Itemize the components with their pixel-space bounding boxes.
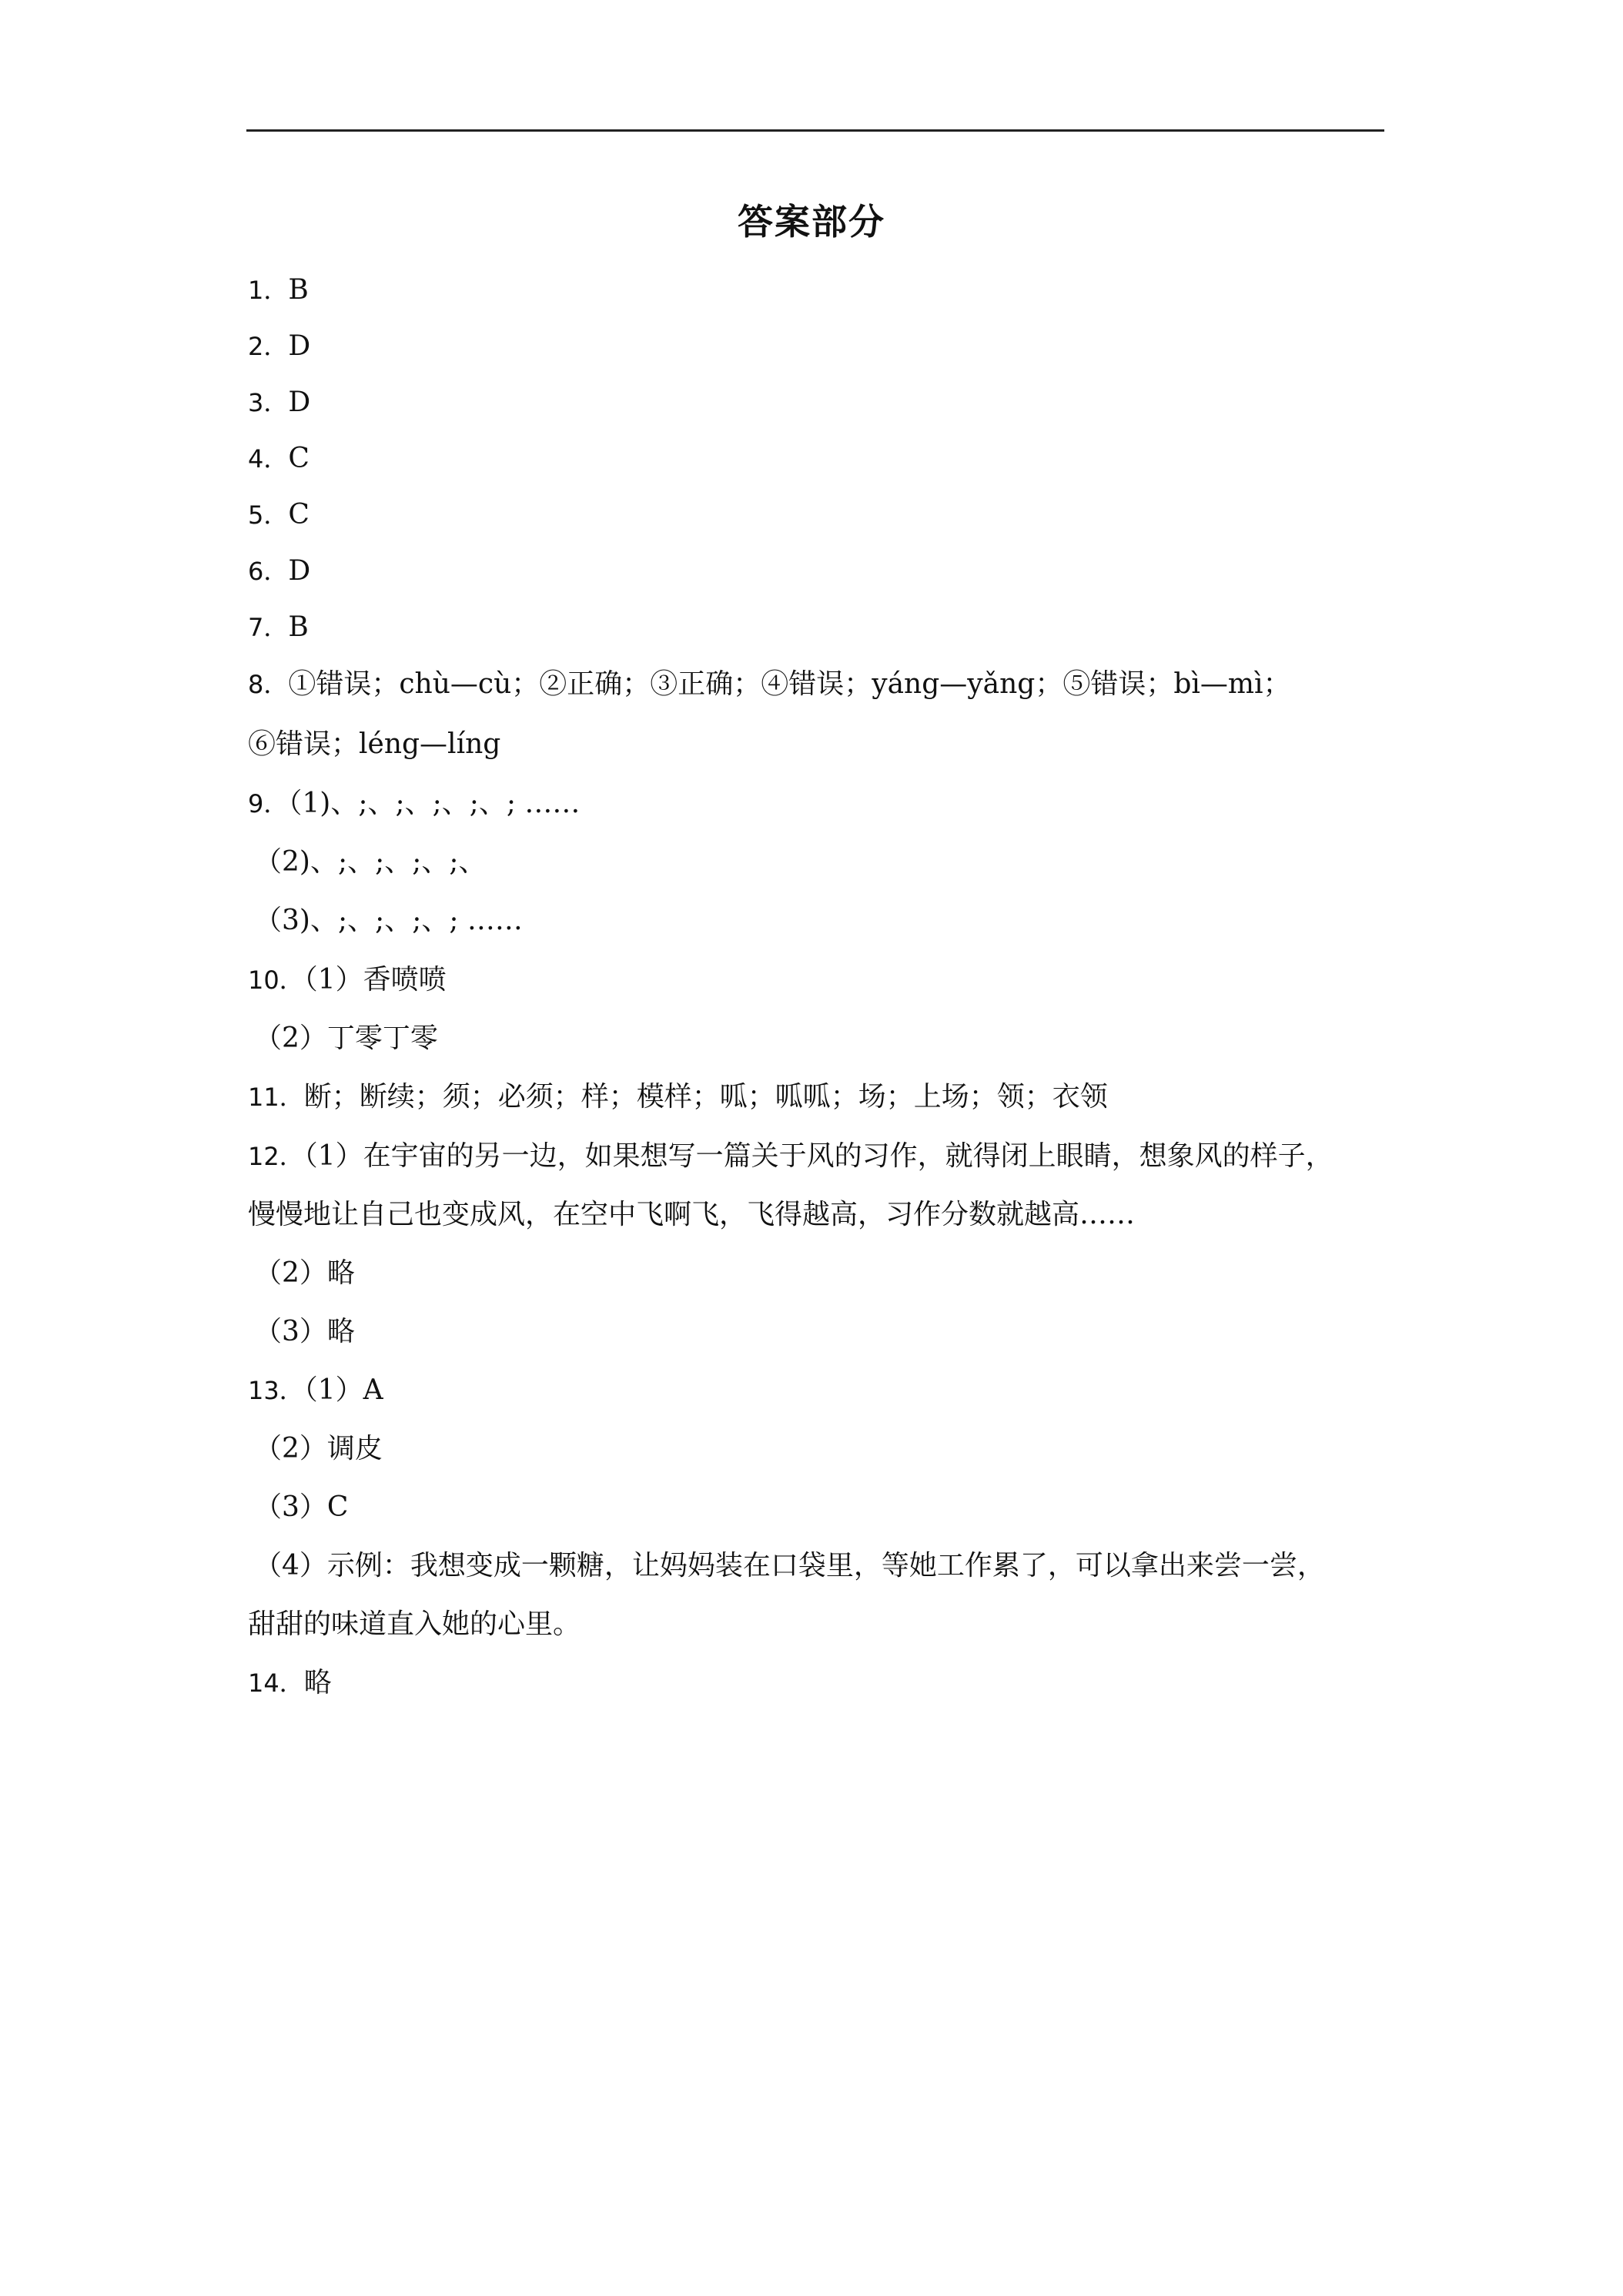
answer-text: C	[288, 499, 310, 530]
answer-text: C	[288, 443, 310, 474]
answer-line	[248, 608, 309, 647]
answer-line	[248, 1371, 383, 1410]
answer-number: 11．	[248, 1083, 304, 1112]
answer-line	[248, 440, 310, 478]
answer-text: （3)、;、;、;、; ……	[254, 905, 523, 936]
answer-text: 略	[303, 1667, 332, 1699]
answer-line	[248, 1078, 1108, 1116]
answer-line	[248, 271, 309, 310]
header-rule	[246, 129, 1384, 132]
answer-line	[248, 1196, 1135, 1234]
answer-number: 2．	[248, 332, 289, 361]
answer-line	[254, 1488, 348, 1527]
answer-text: （4）示例：我想变成一颗糖，让妈妈装在口袋里，等她工作累了，可以拿出来尝一尝，	[254, 1550, 1325, 1581]
answer-number: 7．	[248, 613, 289, 642]
answer-number: 4．	[248, 444, 289, 474]
answer-number: 6．	[248, 557, 289, 586]
answer-text: （2）略	[254, 1257, 355, 1289]
answer-text: （3）C	[254, 1491, 349, 1523]
answer-line	[248, 327, 310, 366]
answer-line	[254, 1430, 383, 1468]
answer-text: （1)、;、;、;、;、; ……	[288, 788, 581, 819]
answer-text: D	[288, 387, 311, 418]
answer-line	[248, 665, 1291, 704]
answer-line	[248, 1664, 332, 1702]
answer-line	[248, 383, 310, 422]
answer-number: 1．	[248, 276, 289, 305]
answer-number: 9．	[248, 789, 289, 818]
answer-text: B	[288, 274, 309, 306]
answer-number: 3．	[248, 388, 289, 417]
answer-line	[248, 725, 500, 764]
answer-line	[254, 1254, 355, 1293]
answer-line	[248, 552, 310, 591]
answer-number: 13．	[248, 1376, 304, 1405]
answer-line	[248, 785, 580, 823]
answer-text: （2)、;、;、;、;、	[254, 846, 487, 878]
answer-line	[254, 1313, 355, 1351]
answer-number: 10．	[248, 966, 304, 995]
answer-text: D	[288, 330, 311, 362]
answer-text: （3）略	[254, 1316, 355, 1347]
answer-line	[248, 1137, 1334, 1176]
answer-text: B	[288, 611, 309, 643]
answer-number: 5．	[248, 500, 289, 530]
answer-text: （1）A	[303, 1374, 383, 1406]
answer-number: 8．	[248, 670, 289, 699]
answer-number: 12．	[248, 1142, 304, 1171]
answer-text: （1）香喷喷	[303, 964, 447, 996]
answer-text: 慢慢地让自己也变成风，在空中飞啊飞，飞得越高，习作分数就越高……	[248, 1199, 1136, 1230]
answer-text: D	[288, 555, 311, 587]
answer-text: ①错误；chù—cù；②正确；③正确；④错误；yáng—yǎng；⑤错误；bì—mì；	[288, 668, 1291, 700]
answer-text: 断；断续；须；必须；样；模样；呱；呱呱；场；上场；领；衣领	[303, 1081, 1108, 1113]
answer-number: 14．	[248, 1668, 304, 1698]
answer-line	[248, 1605, 581, 1644]
answer-line	[254, 1019, 438, 1058]
answer-text: 甜甜的味道直入她的心里。	[248, 1608, 581, 1640]
page-title: 答案部分	[738, 201, 885, 243]
answer-text: ⑥错误；léng—líng	[248, 728, 501, 760]
answer-text: （1）在宇宙的另一边，如果想写一篇关于风的习作，就得闭上眼睛，想象风的样子，	[303, 1140, 1334, 1172]
answer-line	[254, 1547, 1325, 1585]
answer-text: （2）丁零丁零	[254, 1022, 438, 1054]
answer-line	[254, 843, 486, 882]
answer-line	[248, 496, 310, 534]
answer-line	[254, 902, 523, 940]
answer-text: （2）调皮	[254, 1433, 383, 1464]
answer-line	[248, 961, 447, 999]
